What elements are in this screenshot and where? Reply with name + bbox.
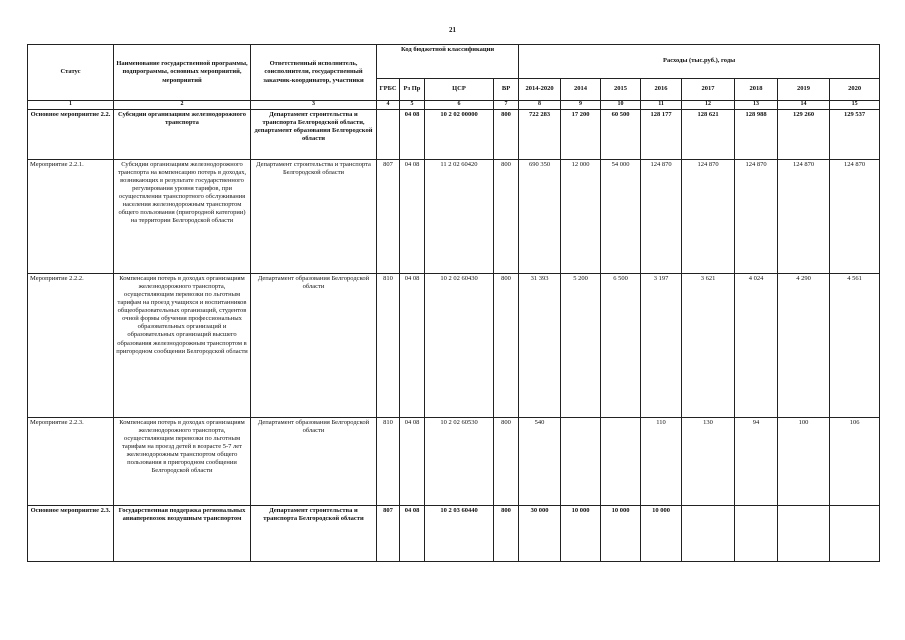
table-row [28,505,880,561]
row-csr: 10 2 02 00000 [425,109,494,159]
table-row [28,273,880,417]
row-name: Государственная поддержка региональных авиаперевозок воздушным транспортом [114,505,251,561]
header-year: 2015 [601,79,641,101]
row-grbs: 810 [377,417,400,505]
column-number: 2 [114,101,251,110]
column-number: 10 [601,101,641,110]
column-number: 13 [735,101,778,110]
row-grbs: 807 [377,159,400,273]
header-expenses: Расходы (тыс.руб.), годы [519,45,880,79]
row-csr: 10 2 03 60440 [425,505,494,561]
header-year: 2014 [561,79,601,101]
header-year: 2020 [830,79,880,101]
row-value: 110 [641,417,682,505]
column-number: 12 [682,101,735,110]
row-name: Компенсация потерь в доходах организациям железнодорожного транспорта, осуществляющим перевозки по льготным тарифам на проезд детей в возрасте 5-7 лет железнодорожным транспортом общего пользования в пригородном сообщении Белгородской области [114,417,251,505]
header-budget-code: Код бюджетной классификации [377,45,519,79]
row-value: 10 000 [601,505,641,561]
row-value: 129 260 [778,109,830,159]
row-value: 31 393 [519,273,561,417]
row-name: Компенсация потерь в доходах организациям железнодорожного транспорта, осуществляющим перевозки по льготным тарифам на проезд учащихся и воспитанников общеобразовательных организаций, студентов очной формы обучения профессиональных образовательных организаций и образовательных организаций высшего образования железнодорожным транспортом в пригородном сообщении Белгородской области [114,273,251,417]
row-value: 124 870 [735,159,778,273]
header-grbs: ГРБС [377,79,400,101]
row-value: 130 [682,417,735,505]
column-number: 9 [561,101,601,110]
row-value: 6 500 [601,273,641,417]
column-number-row [28,101,880,110]
row-value: 54 000 [601,159,641,273]
column-number: 8 [519,101,561,110]
row-name: Субсидии организациям железнодорожного транспорта на компенсацию потерь в доходах, возникающих в результате государственного регулирования уровня тарифов, при осуществлении транспортного обслуживания населения железнодорожным транспортом общего пользования (пригородной категории) на территории Белгородской области [114,159,251,273]
row-rzpr: 04 08 [400,417,425,505]
row-status: Мероприятие 2.2.1. [28,159,114,273]
row-value: 124 870 [641,159,682,273]
row-grbs [377,109,400,159]
row-value: 4 024 [735,273,778,417]
budget-table [27,44,880,562]
row-value [561,417,601,505]
column-number: 11 [641,101,682,110]
header-csr: ЦСР [425,79,494,101]
row-value: 124 870 [682,159,735,273]
row-value: 60 500 [601,109,641,159]
header-year: 2014-2020 [519,79,561,101]
row-value: 722 283 [519,109,561,159]
row-value: 690 350 [519,159,561,273]
row-vr: 800 [494,109,519,159]
row-value [735,505,778,561]
header-year: 2019 [778,79,830,101]
page-number: 21 [449,26,456,34]
row-value: 128 988 [735,109,778,159]
row-status: Мероприятие 2.2.3. [28,417,114,505]
row-value: 128 177 [641,109,682,159]
row-status: Основное мероприятие 2.2. [28,109,114,159]
row-value [830,505,880,561]
row-status: Основное мероприятие 2.3. [28,505,114,561]
header-vr: ВР [494,79,519,101]
row-status: Мероприятие 2.2.2. [28,273,114,417]
column-number: 15 [830,101,880,110]
row-grbs: 810 [377,273,400,417]
header-rz-pr: Рз Пр [400,79,425,101]
row-value: 10 000 [641,505,682,561]
column-number: 4 [377,101,400,110]
header-status: Статус [28,45,114,101]
row-value: 30 000 [519,505,561,561]
column-number: 14 [778,101,830,110]
row-value: 5 200 [561,273,601,417]
header-program-name: Наименование государственной программы, подпрограммы, основных мероприятий, мероприятий [114,45,251,101]
row-name: Субсидии организациям железнодорожного транспорта [114,109,251,159]
table-row [28,417,880,505]
row-value: 124 870 [778,159,830,273]
row-value: 10 000 [561,505,601,561]
row-value: 106 [830,417,880,505]
column-number: 5 [400,101,425,110]
column-number: 6 [425,101,494,110]
header-responsible: Ответственный исполнитель, соисполнители, государственный заказчик-координатор, участники [251,45,377,101]
row-value: 100 [778,417,830,505]
row-value: 128 621 [682,109,735,159]
row-csr: 11 2 02 60420 [425,159,494,273]
table-row [28,159,880,273]
header-year: 2018 [735,79,778,101]
row-value: 94 [735,417,778,505]
row-csr: 10 2 02 60530 [425,417,494,505]
row-rzpr: 04 08 [400,273,425,417]
row-responsible: Департамент образования Белгородской области [251,273,377,417]
row-vr: 800 [494,505,519,561]
row-vr: 800 [494,273,519,417]
row-responsible: Департамент образования Белгородской области [251,417,377,505]
header-year: 2017 [682,79,735,101]
row-vr: 800 [494,159,519,273]
row-value: 540 [519,417,561,505]
row-responsible: Департамент строительства и транспорта Белгородской области [251,159,377,273]
row-value: 12 000 [561,159,601,273]
budget-table-container [27,44,879,562]
row-responsible: Департамент строительства и транспорта Белгородской области [251,505,377,561]
row-rzpr: 04 08 [400,159,425,273]
row-value: 129 537 [830,109,880,159]
row-grbs: 807 [377,505,400,561]
row-value [601,417,641,505]
row-value [682,505,735,561]
row-value: 17 200 [561,109,601,159]
row-vr: 800 [494,417,519,505]
row-value: 124 870 [830,159,880,273]
row-value [778,505,830,561]
column-number: 1 [28,101,114,110]
row-rzpr: 04 08 [400,505,425,561]
row-value: 3 197 [641,273,682,417]
column-number: 7 [494,101,519,110]
table-row [28,109,880,159]
row-responsible: Департамент строительства и транспорта Белгородской области, департамент образования Белгородской области [251,109,377,159]
row-csr: 10 2 02 60430 [425,273,494,417]
row-rzpr: 04 08 [400,109,425,159]
row-value: 4 290 [778,273,830,417]
row-value: 3 621 [682,273,735,417]
row-value: 4 561 [830,273,880,417]
column-number: 3 [251,101,377,110]
header-year: 2016 [641,79,682,101]
